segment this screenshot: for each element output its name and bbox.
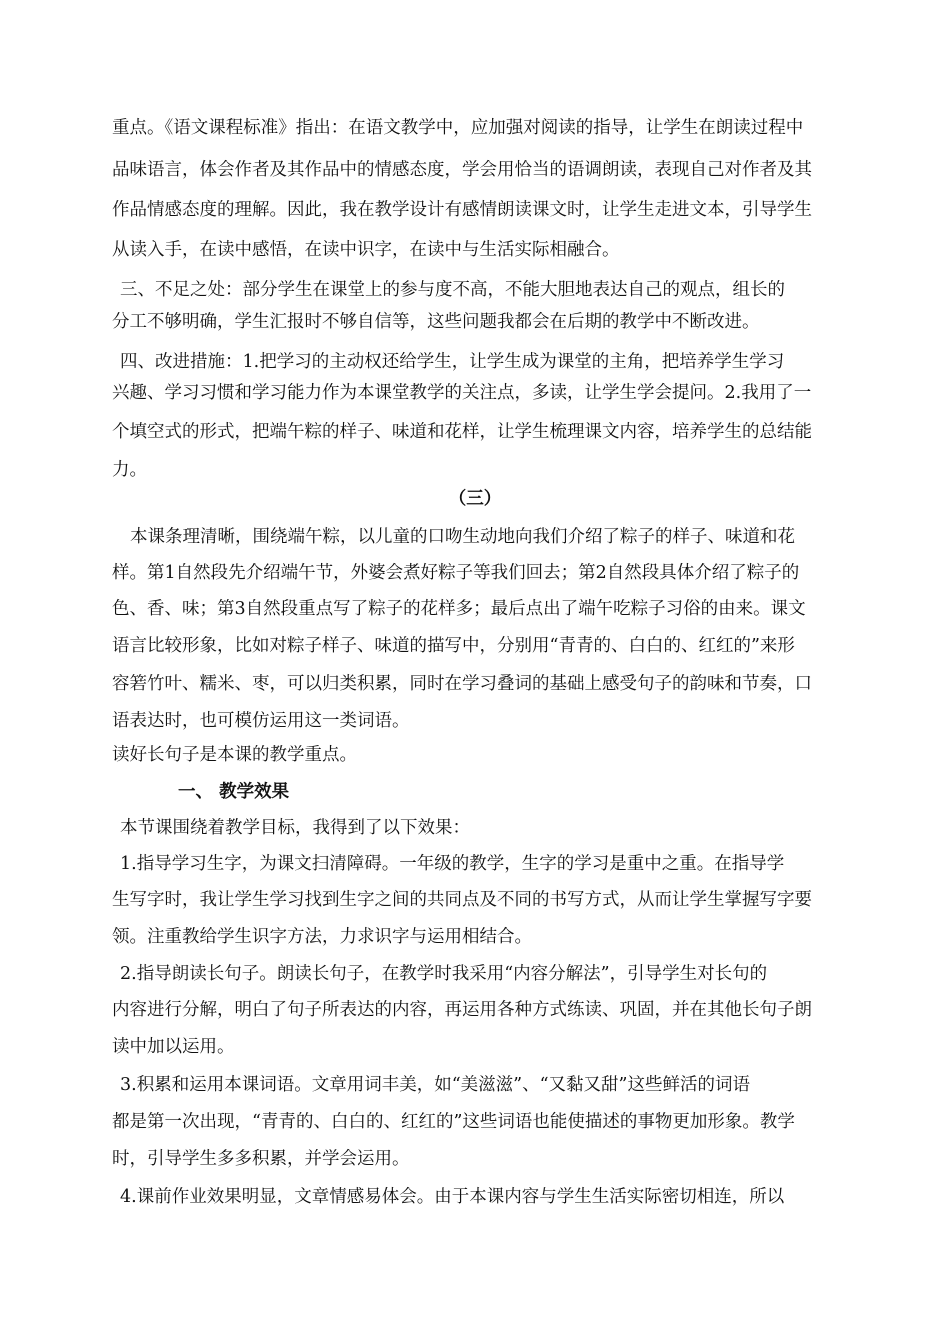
- subheading: 一、 教学效果: [178, 782, 290, 802]
- text-line: 内容进行分解，明白了句子所表达的内容，再运用各种方式练读、巩固，并在其他长句子朗: [112, 1000, 812, 1020]
- text-line: 样。第1自然段先介绍端午节，外婆会煮好粽子等我们回去；第2自然段具体介绍了粽子的: [112, 563, 800, 583]
- text-line: 三、不足之处：部分学生在课堂上的参与度不高，不能大胆地表达自己的观点，组长的: [120, 280, 785, 300]
- text-line: 个填空式的形式，把端午粽的样子、味道和花样，让学生梳理课文内容，培养学生的总结能: [112, 422, 812, 442]
- text-line: 读中加以运用。: [112, 1037, 235, 1057]
- text-line: 语表达时，也可模仿运用这一类词语。: [112, 711, 410, 731]
- text-line: 四、改进措施：1.把学习的主动权还给学生，让学生成为课堂的主角，把培养学生学习: [120, 352, 785, 372]
- text-line: 分工不够明确，学生汇报时不够自信等，这些问题我都会在后期的教学中不断改进。: [112, 312, 760, 332]
- text-line: 品味语言，体会作者及其作品中的情感态度，学会用恰当的语调朗读，表现自己对作者及其: [112, 160, 812, 180]
- text-line: 作品情感态度的理解。因此，我在教学设计有感情朗读课文时，让学生走进文本，引导学生: [112, 200, 812, 220]
- text-line: 时，引导学生多多积累，并学会运用。: [112, 1149, 410, 1169]
- text-line: 兴趣、学习习惯和学习能力作为本课堂教学的关注点，多读，让学生学会提问。2.我用了一: [112, 383, 812, 403]
- text-line: 容箬竹叶、糯米、枣，可以归类积累，同时在学习叠词的基础上感受句子的韵味和节奏，口: [112, 674, 812, 694]
- text-line: 领。注重教给学生识字方法，力求识字与运用相结合。: [112, 927, 532, 947]
- text-line: 3.积累和运用本课词语。文章用词丰美，如“美滋滋”、“又黏又甜”这些鲜活的词语: [120, 1075, 750, 1095]
- text-line: 力。: [112, 460, 147, 480]
- text-line: 4.课前作业效果明显，文章情感易体会。由于本课内容与学生生活实际密切相连，所以: [120, 1187, 785, 1207]
- text-line: 语言比较形象，比如对粽子样子、味道的描写中，分别用“青青的、白白的、红红的”来形: [112, 636, 795, 656]
- text-line: 本课条理清晰，围绕端午粽，以儿童的口吻生动地向我们介绍了粽子的样子、味道和花: [130, 527, 795, 547]
- text-line: 色、香、味；第3自然段重点写了粽子的花样多；最后点出了端午吃粽子习俗的由来。课文: [112, 599, 806, 619]
- text-line: 本节课围绕着教学目标，我得到了以下效果：: [120, 818, 470, 838]
- section-heading: （三）: [448, 489, 502, 509]
- text-line: 读好长句子是本课的教学重点。: [112, 745, 357, 765]
- text-line: 2.指导朗读长句子。朗读长句子，在教学时我采用“内容分解法”，引导学生对长句的: [120, 964, 768, 984]
- text-line: 都是第一次出现，“青青的、白白的、红红的”这些词语也能使描述的事物更加形象。教学: [112, 1112, 795, 1132]
- text-line: 1.指导学习生字，为课文扫清障碍。一年级的教学，生字的学习是重中之重。在指导学: [120, 854, 785, 874]
- text-line: 从读入手，在读中感悟，在读中识字，在读中与生活实际相融合。: [112, 240, 620, 260]
- text-line: 重点。《语文课程标准》指出：在语文教学中，应加强对阅读的指导，让学生在朗读过程中: [112, 118, 804, 138]
- text-line: 生写字时，我让学生学习找到生字之间的共同点及不同的书写方式，从而让学生掌握写字要: [112, 890, 812, 910]
